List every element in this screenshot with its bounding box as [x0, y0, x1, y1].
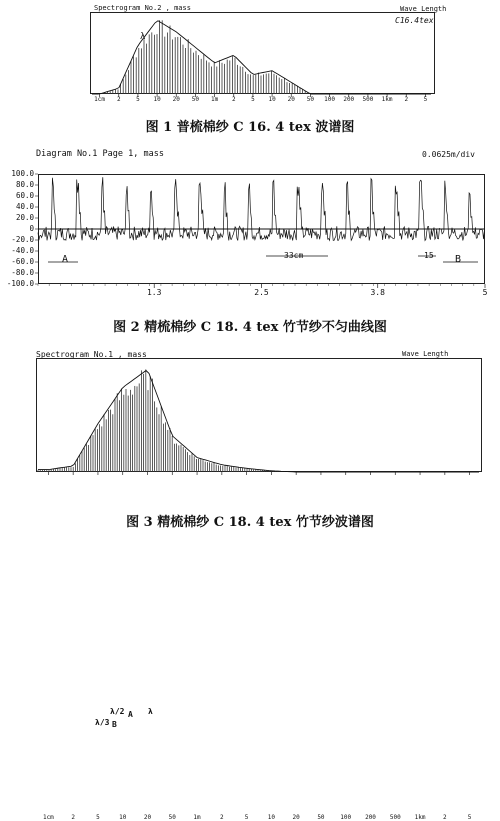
x-tick-label: 1m	[193, 814, 201, 821]
x-tick-label: 1cm	[42, 814, 54, 821]
x-tick-label: 5	[467, 814, 472, 821]
x-tick-label: 10	[119, 814, 127, 821]
x-tick-label: 2	[116, 96, 121, 103]
peak-label: B	[112, 720, 117, 729]
figure-3	[0, 340, 500, 821]
fig2-label-a: A	[62, 254, 69, 265]
x-tick-label: 1km	[414, 814, 426, 821]
x-tick-label: 100	[324, 96, 335, 103]
x-tick-label: 20	[287, 96, 295, 103]
fig2-irregularity-curve	[38, 174, 485, 284]
y-tick-label: 0	[29, 224, 34, 233]
peak-label: λ/2	[110, 707, 125, 716]
fig3-header-left: Spectrogram No.1 , mass	[36, 350, 147, 359]
x-tick-label: 1cm	[94, 96, 105, 103]
peak-label: A	[128, 710, 133, 719]
x-axis-label: 2.5	[254, 288, 269, 297]
fig2-label-15: 15	[424, 251, 434, 260]
x-tick-label: 50	[191, 96, 200, 103]
figure-1	[0, 0, 500, 140]
x-tick-label: 5	[136, 96, 140, 103]
y-tick-label: 100.0	[11, 169, 34, 178]
fig3-spectrum	[36, 358, 482, 472]
x-tick-label: 5	[251, 96, 255, 103]
x-tick-label: 20	[172, 96, 180, 103]
y-tick-label: 80.0	[15, 180, 34, 189]
fig1-header-right: Wave Length	[400, 5, 447, 13]
x-tick-label: 100	[340, 814, 352, 821]
x-tick-label: 500	[362, 96, 374, 103]
fig2-caption: 图 2 精梳棉纱 C 18. 4 tex 竹节纱不匀曲线图	[113, 320, 387, 335]
x-tick-label: 1m	[210, 96, 219, 103]
figure-2	[0, 140, 500, 340]
y-tick-label: -40.0	[11, 246, 34, 255]
peak-label: λ/3	[95, 718, 110, 727]
x-tick-label: 2	[443, 814, 447, 821]
fig2-label-33cm: 33cm	[284, 251, 304, 260]
fig3-caption: 图 3 精梳棉纱 C 18. 4 tex 竹节纱波谱图	[126, 515, 374, 530]
y-tick-label: -20.0	[11, 235, 34, 244]
fig1-caption: 图 1 普梳棉纱 C 16. 4 tex 波谱图	[145, 120, 355, 135]
x-tick-label: 50	[168, 814, 176, 821]
x-tick-label: 10	[268, 96, 276, 103]
x-tick-label: 5	[244, 814, 249, 821]
fig1-lambda-label: λ	[140, 32, 146, 42]
fig2-header-left: Diagram No.1 Page 1, mass	[36, 149, 164, 159]
y-tick-label: -80.0	[11, 268, 34, 277]
x-tick-label: 2	[404, 96, 409, 103]
y-tick-label: -100.0	[6, 279, 34, 288]
x-tick-label: 5	[423, 96, 428, 103]
x-tick-label: 50	[317, 814, 325, 821]
x-tick-label: 2	[71, 814, 75, 821]
fig1-header-left: Spectrogram No.2 , mass	[94, 4, 191, 12]
fig3-header-right: Wave Length	[402, 350, 449, 358]
fig1-spectrum	[90, 12, 435, 94]
y-tick-label: -60.0	[11, 257, 34, 266]
x-tick-label: 20	[292, 814, 300, 821]
x-axis-label: 3.8	[370, 288, 385, 297]
x-tick-label: 5	[96, 814, 100, 821]
x-tick-label: 2	[231, 96, 236, 103]
x-tick-label: 10	[267, 814, 275, 821]
x-tick-label: 200	[365, 814, 376, 821]
x-axis-label: 1.3	[146, 288, 162, 297]
peak-label: λ	[148, 707, 153, 716]
mass-curve	[38, 177, 484, 240]
fig2-label-b: B	[455, 254, 462, 265]
x-tick-label: 1km	[381, 96, 393, 103]
y-tick-label: 20.0	[15, 213, 34, 222]
x-tick-label: 2	[220, 814, 224, 821]
fig1-stamp: C16.4tex	[395, 16, 434, 25]
y-tick-label: 60.0	[15, 191, 34, 200]
y-tick-label: 40.0	[15, 202, 34, 211]
x-tick-label: 200	[343, 96, 355, 103]
x-tick-label: 500	[389, 814, 401, 821]
x-tick-label: 10	[153, 96, 161, 103]
x-tick-label: 20	[143, 814, 152, 821]
x-axis-label: 5	[482, 288, 488, 297]
fig2-header-right: 0.0625m/div	[422, 150, 475, 159]
x-tick-label: 50	[306, 96, 315, 103]
